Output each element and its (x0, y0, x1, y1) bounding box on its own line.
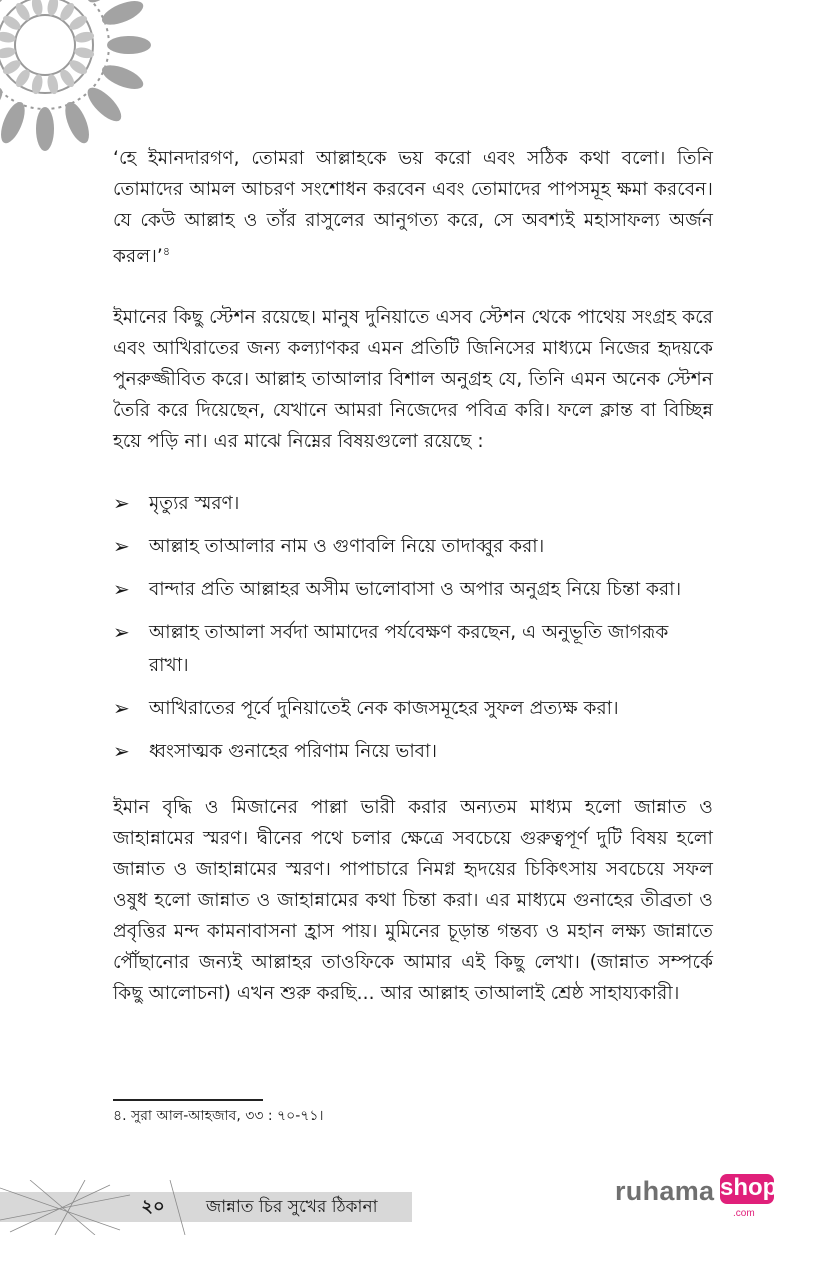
list-item (113, 487, 713, 520)
footnote-divider (113, 1099, 263, 1101)
footnote: ৪. সুরা আল-আহজাব, ৩৩ : ৭০-৭১। (113, 1108, 324, 1124)
arrow-bullet-icon: ➢ (113, 696, 130, 721)
intro-paragraph: ইমানের কিছু স্টেশন রয়েছে। মানুষ দুনিয়াতে এসব স্টেশন থেকে পাথেয় সংগ্রহ করে এবং আখিরাতের জন্য কল্যাণকর এমন প্রতিটি জিনিসের মাধ্যমে নিজের হৃদয়কে পুনরুজ্জীবিত করে। আল্লাহ তাআলার বিশাল অনুগ্রহ যে, তিনি এমন অনেক স্টেশন তৈরি করে দিয়েছেন, যেখানে আমরা নিজেদের পবিত্র করি। ফলে ক্লান্ত বা বিচ্ছিন্ন হয়ে পড়ি না। এর মাঝে নিম্নের বিষয়গুলো রয়েছে : (113, 307, 713, 453)
list-item-text: বান্দার প্রতি আল্লাহর অসীম ভালোবাসা ও অপার অনুগ্রহ নিয়ে চিন্তা করা। (149, 579, 682, 601)
arrow-bullet-icon: ➢ (113, 620, 130, 645)
logo-word-shop: shop (720, 1174, 774, 1204)
list-item-text: মৃত্যুর স্মরণ। (149, 493, 240, 515)
list-item (113, 530, 713, 563)
footnote-ref: ৪ (162, 245, 171, 258)
list-item-text: আল্লাহ তাআলা সর্বদা আমাদের পর্যবেক্ষণ করছেন, এ অনুভূতি জাগরূক রাখা। (149, 622, 669, 677)
arrow-bullet-icon: ➢ (113, 491, 130, 516)
arrow-bullet-icon: ➢ (113, 534, 130, 559)
closing-paragraph: ইমান বৃদ্ধি ও মিজানের পাল্লা ভারী করার অন্যতম মাধ্যম হলো জান্নাত ও জাহান্নামের স্মরণ। দ্বীনের পথে চলার ক্ষেত্রে সবচেয়ে গুরুত্বপূর্ণ দুটি বিষয় হলো জান্নাত ও জাহান্নামের স্মরণ। পাপাচারে নিমগ্ন হৃদয়ের চিকিৎসায় সবচেয়ে সফল ওষুধ হলো জান্নাত ও জাহান্নামের কথা চিন্তা করা। এর মাধ্যমে গুনাহের তীব্রতা ও প্রবৃত্তির মন্দ কামনাবাসনা হ্রাস পায়। মুমিনের চূড়ান্ত গন্তব্য ও মহান লক্ষ্য জান্নাতে পৌঁছানোর জন্যই আল্লাহর তাওফিকে আমার এই কিছু লেখা। (জান্নাত সম্পর্কে কিছু আলোচনা) এখন শুরু করছি... আর আল্লাহ তাআলাই শ্রেষ্ঠ সাহায্যকারী। (113, 797, 713, 1005)
page-number: ২০ (141, 1196, 165, 1217)
quote-paragraph (113, 143, 713, 272)
running-title: জান্নাত চির সুখের ঠিকানা (206, 1197, 378, 1217)
list-item (113, 616, 713, 682)
mandala-ornament (0, 0, 160, 160)
bullet-list (113, 487, 713, 768)
page-body (113, 143, 713, 1039)
list-item (113, 692, 713, 725)
list-item (113, 735, 713, 768)
arrow-bullet-icon: ➢ (113, 739, 130, 764)
list-item-text: ধ্বংসাত্মক গুনাহের পরিণাম নিয়ে ভাবা। (149, 741, 437, 763)
list-item-text: আল্লাহ তাআলার নাম ও গুণাবলি নিয়ে তাদাব্বুর করা। (149, 536, 545, 558)
arrow-bullet-icon: ➢ (113, 577, 130, 602)
logo-word-ruhama: ruhama (615, 1176, 715, 1206)
list-item (113, 573, 713, 606)
logo-suffix: .com (733, 1208, 755, 1219)
quote-text: ‘হে ইমানদারগণ, তোমরা আল্লাহকে ভয় করো এবং সঠিক কথা বলো। তিনি তোমাদের আমল আচরণ সংশোধন করবেন এবং তোমাদের পাপসমূহ ক্ষমা করবেন। যে কেউ আল্লাহ ও তাঁর রাসুলের আনুগত্য করে, সে অবশ্যই মহাসাফল্য অর্জন করল।’ (113, 148, 713, 268)
list-item-text: আখিরাতের পূর্বে দুনিয়াতেই নেক কাজসমূহের সুফল প্রত্যক্ষ করা। (149, 698, 619, 720)
